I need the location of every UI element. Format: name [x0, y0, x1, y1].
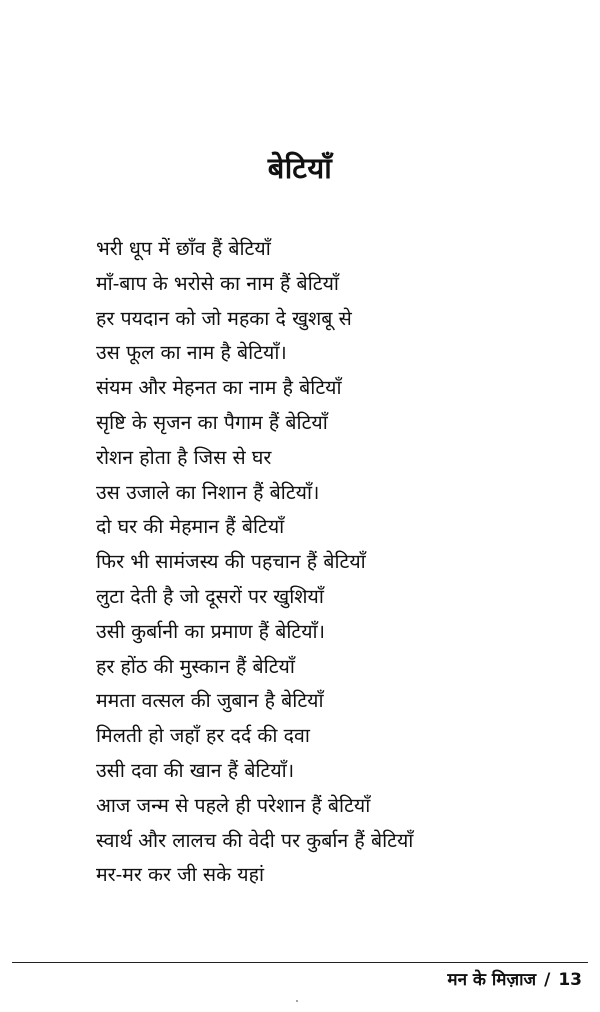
poem-line: उस फूल का नाम है बेटियाँ। [96, 341, 287, 365]
poem-line: आज जन्म से पहले ही परेशान हैं बेटियाँ [96, 793, 371, 817]
poem-line: उसी कुर्बानी का प्रमाण हैं बेटियाँ। [96, 619, 325, 643]
poem-line: उस उजाले का निशान हैं बेटियाँ। [96, 480, 320, 504]
footer-separator: / [544, 970, 551, 990]
poem-line: हर पयदान को जो महका दे खुशबू से [96, 306, 352, 330]
poem-line: संयम और मेहनत का नाम है बेटियाँ [96, 376, 342, 400]
poem-line: रोशन होता है जिस से घर [96, 445, 272, 469]
poem-line: दो घर की मेहमान हैं बेटियाँ [96, 515, 285, 539]
poem-line: मिलती हो जहाँ हर दर्द की दवा [96, 724, 310, 748]
footer-divider [12, 962, 588, 963]
poem-line: सृष्टि के सृजन का पैगाम हैं बेटियाँ [96, 410, 328, 434]
poem-line: मर-मर कर जी सके यहां [96, 863, 264, 887]
book-title: मन के मिज़ाज [447, 970, 537, 990]
poem-line: स्वार्थ और लालच की वेदी पर कुर्बान हैं बेटियाँ [96, 828, 414, 852]
page-number: 13 [558, 970, 582, 990]
poem-line: ममता वत्सल की जुबान है बेटियाँ [96, 689, 324, 713]
print-speck [296, 1000, 298, 1002]
poem-line: भरी धूप में छाँव हैं बेटियाँ [96, 237, 271, 260]
poem-line: लुटा देती है जो दूसरों पर खुशियाँ [96, 584, 324, 608]
poem-line: उसी दवा की खान हैं बेटियाँ। [96, 758, 295, 782]
poem-line: फिर भी सामंजस्य की पहचान हैं बेटियाँ [96, 550, 366, 574]
poem-title: बेटियाँ [267, 151, 333, 185]
page-footer [447, 968, 582, 992]
poem-line: हर होंठ की मुस्कान हैं बेटियाँ [96, 654, 295, 678]
poem-line: माँ-बाप के भरोसे का नाम हैं बेटियाँ [96, 271, 339, 295]
poem-body [96, 232, 576, 893]
